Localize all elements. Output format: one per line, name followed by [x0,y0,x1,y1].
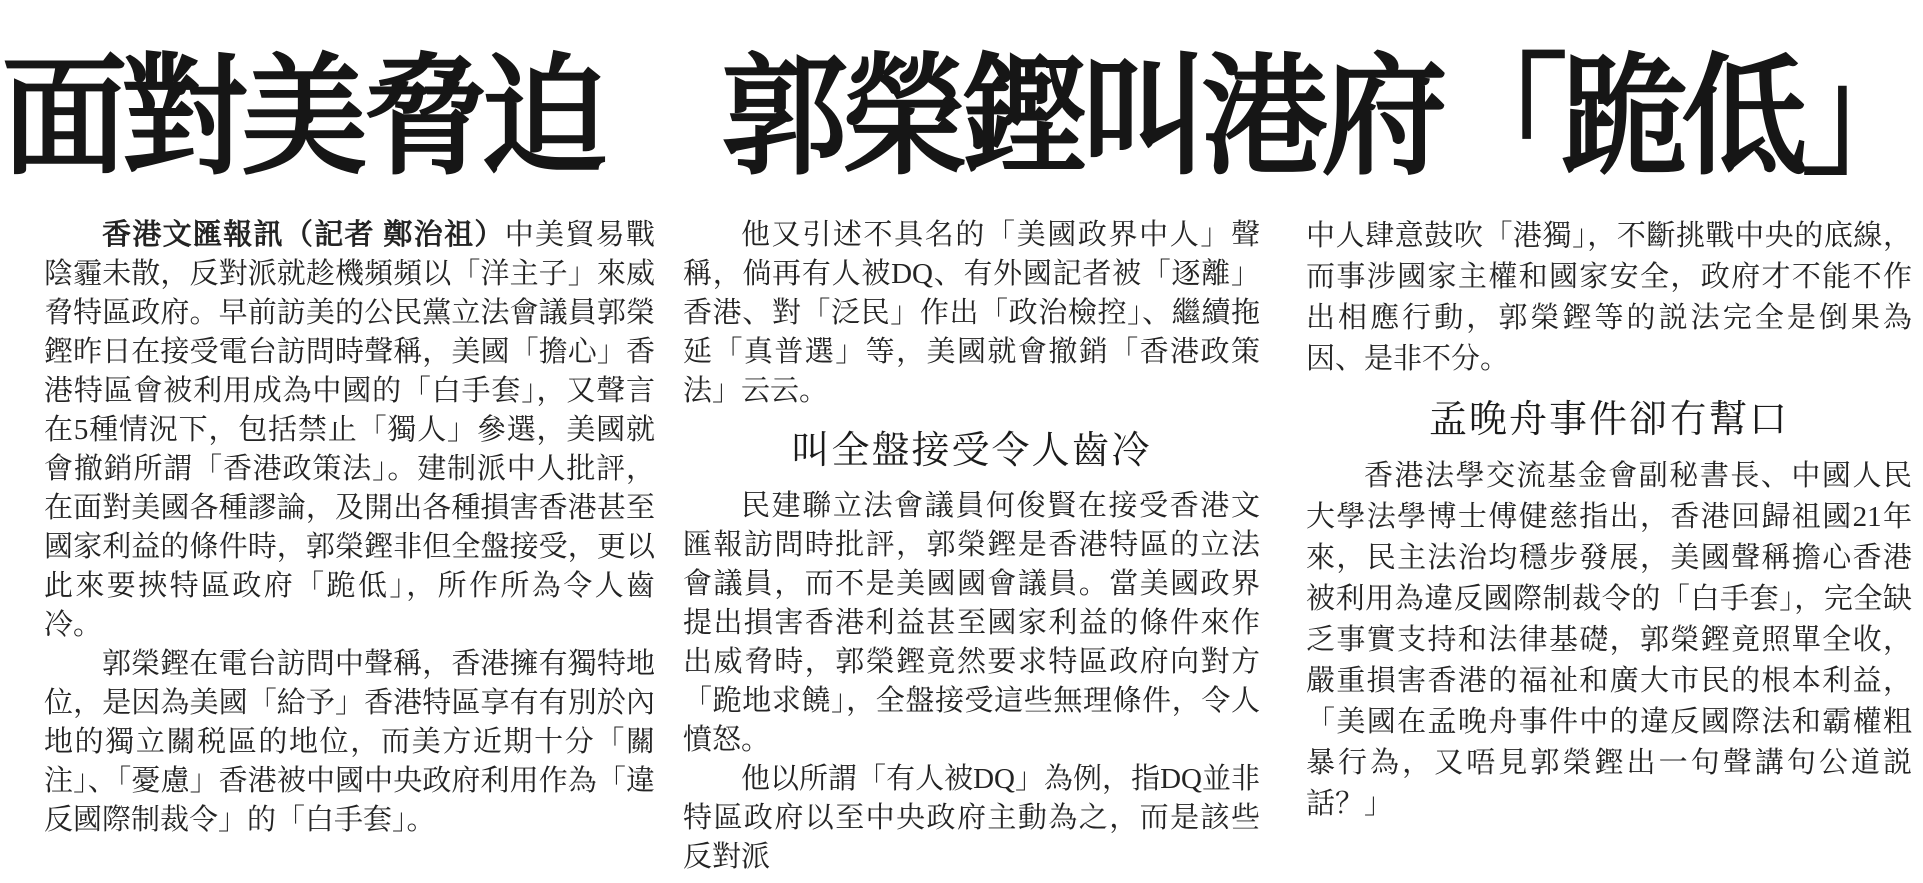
paragraph: 香港法學交流基金會副秘書長、中國人民大學法學博士傅健慈指出，香港回歸祖國21年來，民主法治均穩步發展，美國聲稱擔心香港被利用為違反國際制裁令的「白手套」，完全缺乏事實支持和法律基礎，郭榮鏗竟照單全收，嚴重損害香港的福祉和廣大市民的根本利益，「美國在孟晚舟事件中的違反國際法和霸權粗暴行為，又唔見郭榮鏗出一句聲講句公道説話？」 [1306,460,1912,820]
text-column-3 [1306,216,1912,877]
text-column-1 [44,216,655,877]
section-subheading: 孟晚舟事件卻冇幫口 [1428,399,1789,441]
dateline-lead: 香港文匯報訊（記者 鄭治祖） [102,219,505,251]
newspaper-page [0,30,1923,883]
paragraph: 民建聯立法會議員何俊賢在接受香港文匯報訪問時批評，郭榮鏗是香港特區的立法會議員，而不是美國國會議員。當美國政界提出損害香港利益甚至國家利益的條件來作出威脅時，郭榮鏗竟然要求特區政府向對方「跪地求饒」，全盤接受這些無理條件，令人憤怒。 [683,490,1260,756]
paragraph: 他以所謂「有人被DQ」為例，指DQ並非特區政府以至中央政府主動為之，而是該些反對派 [683,763,1260,873]
article-body [0,216,1923,877]
section-subheading: 叫全盤接受令人齒冷 [791,430,1152,472]
paragraph [44,216,655,645]
paragraph-text: 中美貿易戰陰霾未散，反對派就趁機頻頻以「洋主子」來威脅特區政府。早前訪美的公民黨立法會議員郭榮鏗昨日在接受電台訪問時聲稱，美國「擔心」香港特區會被利用成為中國的「白手套」，又聲言在5種情況下，包括禁止「獨人」參選，美國就會撤銷所謂「香港政策法」。建制派中人批評，在面對美國各種謬論，及開出各種損害香港甚至國家利益的條件時，郭榮鏗非但全盤接受，更以此來要挾特區政府「跪低」，所作所為令人齒冷。 [44,219,655,641]
article-headline: 面對美脅迫 郭榮鏗叫港府「跪低」 [1,46,1922,192]
paragraph: 他又引述不具名的「美國政界中人」聲稱，倘再有人被DQ、有外國記者被「逐離」香港、對「泛民」作出「政治檢控」、繼續拖延「真普選」等，美國就會撤銷「香港政策法」云云。 [683,219,1260,407]
paragraph-continued: 中人肆意鼓吹「港獨」，不斷挑戰中央的底線，而事涉國家主權和國家安全，政府才不能不作出相應行動，郭榮鏗等的説法完全是倒果為因、是非不分。 [1306,220,1912,375]
paragraph: 郭榮鏗在電台訪問中聲稱，香港擁有獨特地位，是因為美國「給予」香港特區享有有別於內地的獨立關税區的地位，而美方近期十分「關注」、「憂慮」香港被中國中央政府利用作為「違反國際制裁令」的「白手套」。 [44,648,655,836]
text-column-2 [683,216,1260,877]
